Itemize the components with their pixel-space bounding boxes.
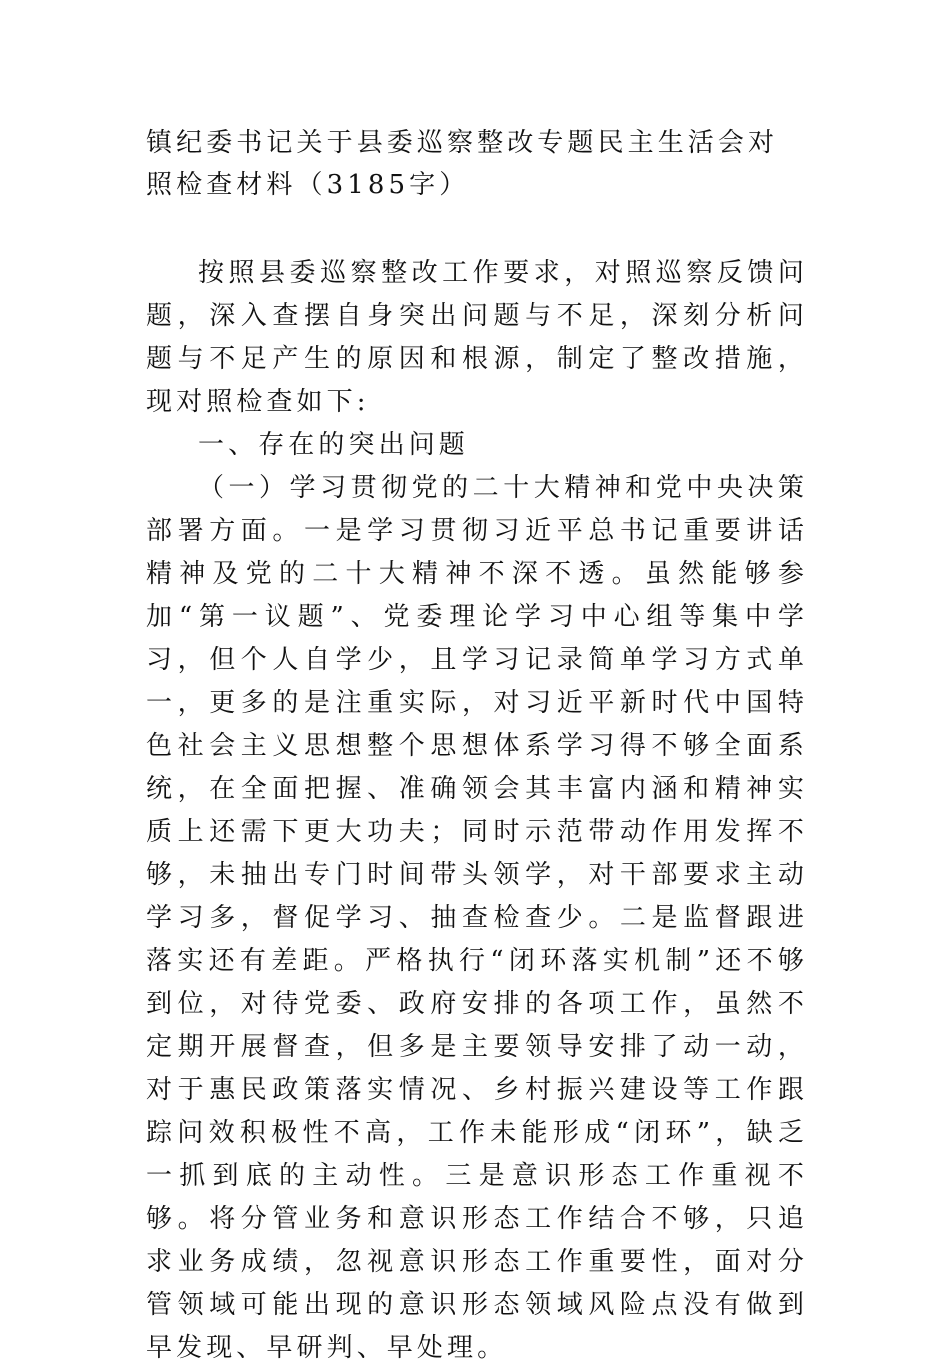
subsection-paragraph: （一）学习贯彻党的二十大精神和党中央决策部署方面。一是学习贯彻习近平总书记重要讲话精神及党的二十大精神不深不透。虽然能够参加“第一议题”、党委理论学习中心组等集中学习，但个人自学少，且学习记录简单学习方式单一，更多的是注重实际，对习近平新时代中国特色社会主义思想整个思想体系学习得不够全面系统，在全面把握、准确领会其丰富内涵和精神实质上还需下更大功夫；同时示范带动作用发挥不够，未抽出专门时间带头领学，对干部要求主动学习多，督促学习、抽查检查少。二是监督跟进落实还有差距。严格执行“闭环落实机制”还不够到位，对待党委、政府安排的各项工作，虽然不定期开展督查，但多是主要领导安排了动一动，对于惠民政策落实情况、乡村振兴建设等工作跟踪问效积极性不高，工作未能形成“闭环”，缺乏一抓到底的主动性。三是意识形态工作重视不够。将分管业务和意识形态工作结合不够，只追求业务成绩，忽视意识形态工作重要性，面对分管领域可能出现的意识形态领域风险点没有做到早发现、早研判、早处理。 <box>146 473 808 1363</box>
section-heading: 一、存在的突出问题 <box>198 430 469 460</box>
intro-paragraph: 按照县委巡察整改工作要求，对照巡察反馈问题，深入查摆自身突出问题与不足，深刻分析问题与不足产生的原因和根源，制定了整改措施，现对照检查如下: <box>146 258 808 417</box>
document-title: 镇纪委书记关于县委巡察整改专题民主生活会对照检查材料（3185字） <box>146 128 779 200</box>
document-body <box>146 252 808 1370</box>
